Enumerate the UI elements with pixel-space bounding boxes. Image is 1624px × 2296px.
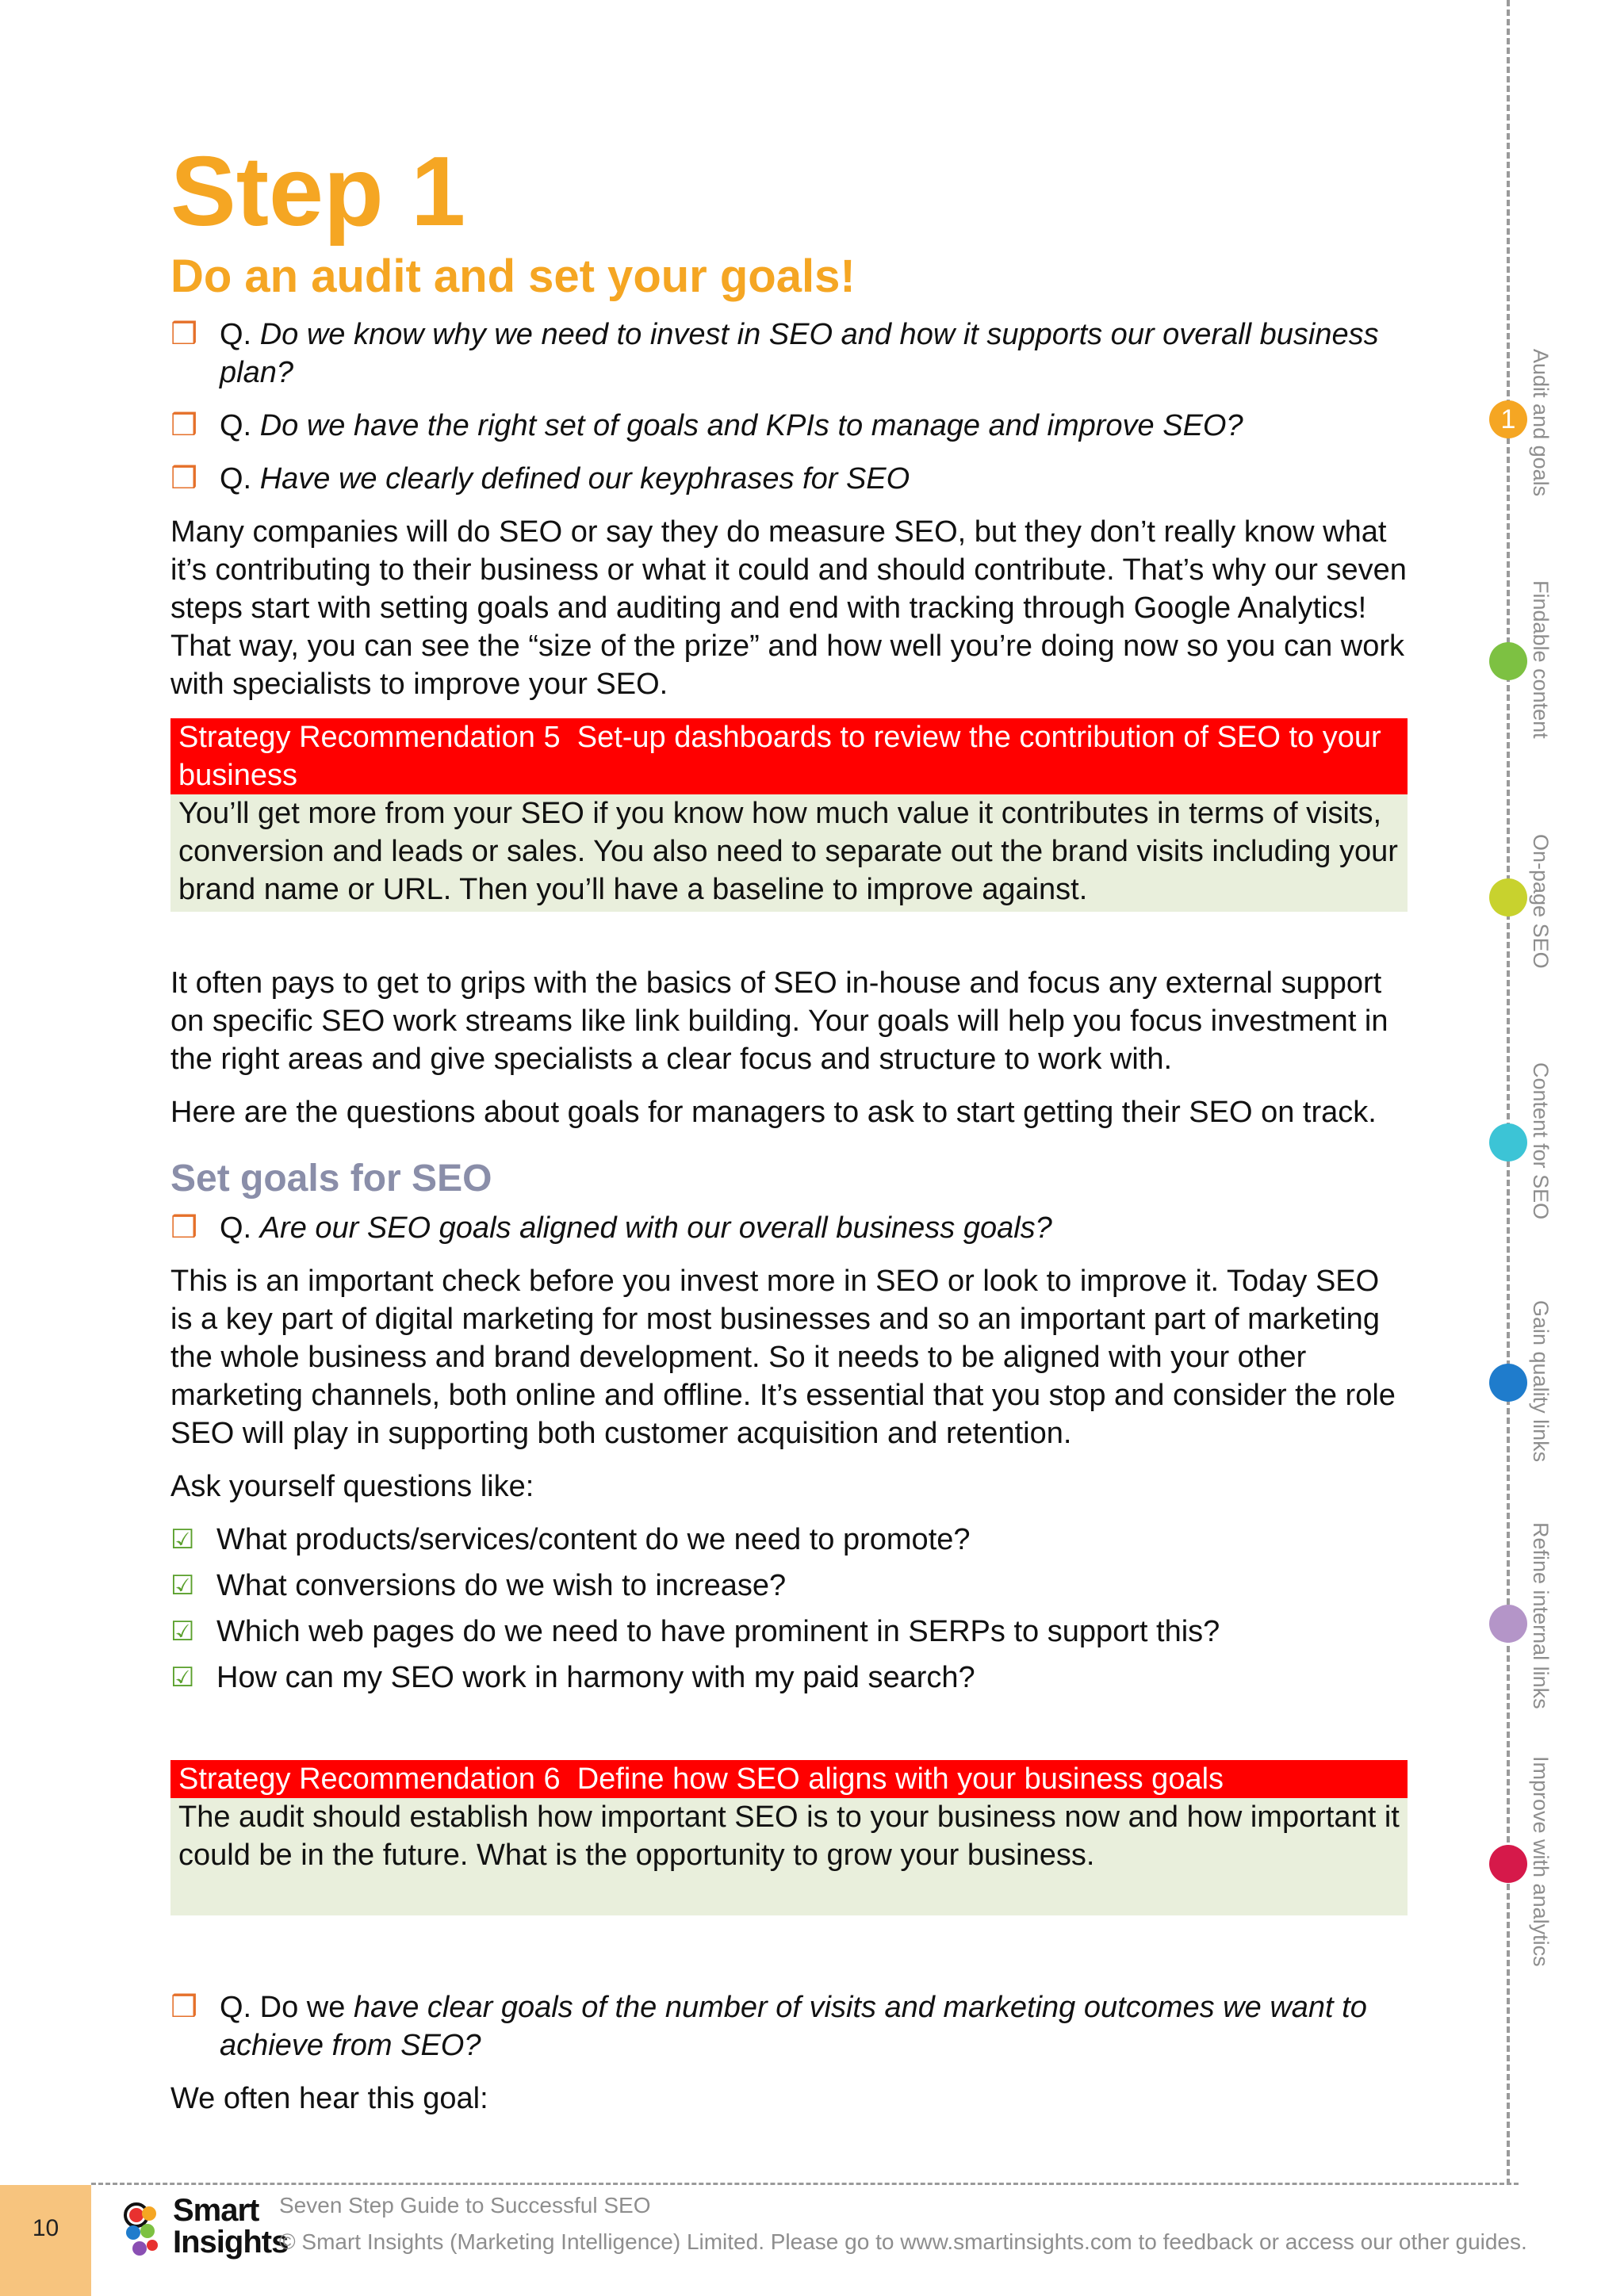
paragraph: Here are the questions about goals for managers to ask to start getting their SEO on track. [170,1095,1377,1129]
checklist-item [170,1613,1408,1651]
recommendation-body: The audit should establish how important SEO is to your business now and how important it could be in the future. What is the opportunity to grow your business. [170,1798,1408,1915]
question-text: have clear goals of the number of visits and marketing outcomes we want to achieve from SEO? [220,1990,1367,2062]
checklist-item [170,1521,1408,1559]
step-title: Step 1 [170,137,466,247]
step-label-internal[interactable]: Refine internal links [1529,1522,1553,1709]
step-dot-3[interactable] [1489,878,1527,916]
step-dot-6[interactable] [1489,1605,1527,1643]
paragraph: It often pays to get to grips with the basics of SEO in-house and focus any external support on specific SEO work streams like link building. Your goals will help you focus investment in the right areas and give specialists a clear focus and structure to work with. [170,966,1388,1076]
recommendation-title: Set-up dashboards to review the contribution of SEO to your business [178,720,1381,792]
step-label-onpage[interactable]: On-page SEO [1529,834,1553,969]
checked-box-icon: ☑ [170,1524,195,1555]
step-label-findable[interactable]: Findable content [1529,580,1553,739]
question-text: Do we know why we need to invest in SEO and how it supports our overall business plan? [220,317,1379,389]
strategy-recommendation-5 [170,718,1408,912]
checkbox-icon: ❒ [170,461,198,496]
checklist-text: Which web pages do we need to have prominent in SERPs to support this? [216,1614,1220,1648]
footer-divider [91,2183,1519,2185]
step-number: 1 [1500,404,1516,434]
question-prefix: Q. Do we [220,1990,346,2024]
closing-text: We often hear this goal: [170,2081,488,2115]
question-item [170,316,1408,392]
question-prefix: Q. [220,408,252,442]
checkbox-icon: ❒ [170,1211,198,1245]
checklist-item [170,1659,1408,1697]
question-prefix: Q. [220,461,252,496]
recommendation-header [170,718,1408,794]
question-item [170,1988,1408,2064]
question-item [170,1209,1408,1247]
question-text: Do we have the right set of goals and KPIs to manage and improve SEO? [259,408,1243,442]
question-prefix: Q. [220,1211,252,1245]
step-dot-7[interactable] [1489,1845,1527,1883]
question-text: Are our SEO goals aligned with our overall business goals? [259,1211,1052,1245]
question-item [170,407,1408,445]
checked-box-icon: ☑ [170,1616,195,1647]
question-item [170,460,1408,498]
question-prefix: Q. [220,317,252,351]
recommendation-label: Strategy Recommendation 5 [178,720,561,754]
strategy-recommendation-6 [170,1760,1408,1915]
recommendation-header [170,1760,1408,1798]
step-label-links[interactable]: Gain quality links [1529,1300,1553,1463]
checked-box-icon: ☑ [170,1662,195,1693]
paragraph: Ask yourself questions like: [170,1469,534,1503]
step-dot-1[interactable] [1489,400,1527,438]
checklist-text: How can my SEO work in harmony with my paid search? [216,1660,975,1694]
footer-copyright: © Smart Insights (Marketing Intelligence) Limited. Please go to www.smartinsights.com to feedback or access our other guides. [279,2229,1527,2254]
question-text: Have we clearly defined our keyphrases for SEO [259,461,910,496]
checklist-item [170,1567,1408,1605]
step-dot-5[interactable] [1489,1364,1527,1402]
step-dot-2[interactable] [1489,642,1527,680]
step-label-analytics[interactable]: Improve with analytics [1529,1756,1553,1967]
logo-line-2: Insights [173,2225,289,2260]
step-label-audit[interactable]: Audit and goals [1529,349,1553,497]
step-label-content[interactable]: Content for SEO [1529,1062,1553,1220]
step-subtitle: Do an audit and set your goals! [170,251,856,302]
page-number: 10 [32,2215,59,2241]
checklist-text: What products/services/content do we need to promote? [216,1522,971,1556]
section-title: Set goals for SEO [170,1157,492,1200]
step-dot-4[interactable] [1489,1123,1527,1161]
checked-box-icon: ☑ [170,1570,195,1601]
footer-title: Seven Step Guide to Successful SEO [279,2193,651,2218]
checkbox-icon: ❒ [170,1990,198,2024]
paragraph: This is an important check before you invest more in SEO or look to improve it. Today SEO is a key part of digital marketing for most businesses and so an important part of marketing the whole business and brand development. So it needs to be aligned with your other marketing channels, both online and offline. It’s essential that you stop and consider the role SEO will play in supporting both customer acquisition and retention. [170,1264,1396,1450]
checkbox-icon: ❒ [170,317,198,351]
logo-line-1: Smart [173,2193,259,2228]
intro-paragraph: Many companies will do SEO or say they do measure SEO, but they don’t really know what it’s contributing to their business or what it could and should contribute. That’s why our seven steps start with setting goals and auditing and end with tracking through Google Analytics! That way, you can see the “size of the prize” and how well you’re doing now so you can work with specialists to improve your SEO. [170,515,1407,701]
checkbox-icon: ❒ [170,408,198,442]
recommendation-title: Define how SEO aligns with your business goals [576,1762,1224,1796]
checklist-text: What conversions do we wish to increase? [216,1568,787,1602]
recommendation-label: Strategy Recommendation 6 [178,1762,561,1796]
recommendation-body: You’ll get more from your SEO if you know how much value it contributes in terms of visits, conversion and leads or sales. You also need to separate out the brand visits including your brand name or URL. Then you’ll have a baseline to improve against. [170,794,1408,912]
logo-wordmark [173,2195,288,2258]
page-content [170,135,1408,2133]
